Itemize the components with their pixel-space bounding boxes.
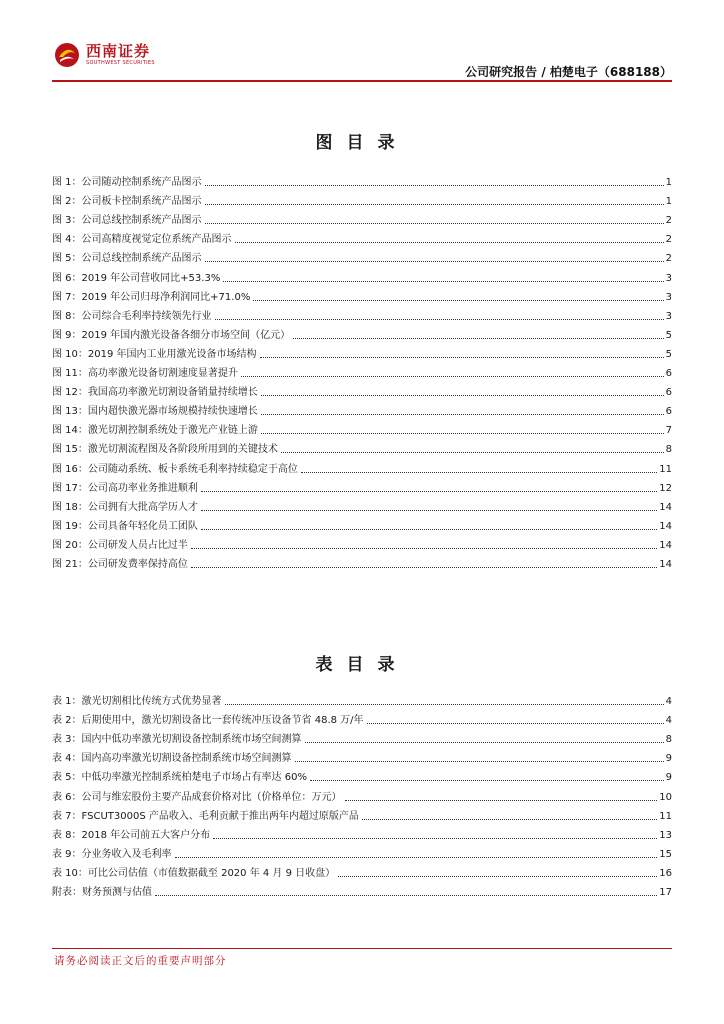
figure-toc-entry[interactable]: [52, 380, 672, 399]
table-toc-entry[interactable]: [52, 746, 672, 765]
dot-leader: [215, 319, 664, 320]
dot-leader: [310, 780, 664, 781]
toc-entry-label[interactable]: 图 21：公司研发费率保持高位: [52, 558, 188, 570]
figure-toc-entry[interactable]: [52, 399, 672, 418]
table-toc-entry[interactable]: [52, 689, 672, 708]
toc-entry-page[interactable]: 8: [665, 444, 672, 456]
dot-leader: [345, 800, 658, 801]
figure-toc-entry[interactable]: [52, 227, 672, 246]
toc-entry-page[interactable]: 7: [665, 425, 672, 437]
figure-toc-entry[interactable]: [52, 304, 672, 323]
figures-heading: 图目录: [315, 133, 409, 153]
toc-entry-label[interactable]: 图 8：公司综合毛利率持续领先行业: [52, 310, 212, 322]
toc-entry-page[interactable]: 13: [659, 829, 672, 841]
toc-entry-label[interactable]: 表 2：后期使用中，激光切割设备比一套传统冲压设备节省 48.8 万/年: [52, 715, 364, 727]
toc-entry-label[interactable]: 图 1：公司随动控制系统产品图示: [52, 177, 202, 189]
toc-entry-label[interactable]: 表 9：分业务收入及毛利率: [52, 848, 172, 860]
toc-entry-page[interactable]: 15: [659, 848, 672, 860]
table-toc-entry[interactable]: [52, 727, 672, 746]
toc-entry-label[interactable]: 表 5：中低功率激光控制系统柏楚电子市场占有率达 60%: [52, 772, 307, 784]
tables-list: [52, 689, 672, 899]
figure-toc-entry[interactable]: [52, 456, 672, 475]
logo-cn: 西南证券: [86, 42, 151, 60]
dot-leader: [225, 704, 664, 705]
dot-leader: [281, 452, 664, 453]
dot-leader: [205, 261, 664, 262]
toc-entry-page[interactable]: 9: [665, 772, 672, 784]
toc-entry-page[interactable]: 17: [659, 887, 672, 899]
toc-entry-label[interactable]: 图 20：公司研发人员占比过半: [52, 539, 188, 551]
toc-entry-label[interactable]: 表 8：2018 年公司前五大客户分布: [52, 829, 211, 841]
figure-toc-entry[interactable]: [52, 285, 672, 304]
toc-entry-page[interactable]: 1: [665, 196, 672, 208]
figure-toc-entry[interactable]: [52, 495, 672, 514]
toc-entry-label[interactable]: 图 19：公司具备年轻化员工团队: [52, 520, 198, 532]
toc-entry-page[interactable]: 14: [659, 558, 672, 570]
figure-toc-entry[interactable]: [52, 514, 672, 533]
dot-leader: [213, 838, 657, 839]
dot-leader: [253, 300, 663, 301]
toc-entry-label[interactable]: 表 1：激光切割相比传统方式优势显著: [52, 696, 222, 708]
dot-leader: [201, 491, 657, 492]
dot-leader: [155, 895, 657, 896]
dot-leader: [260, 357, 664, 358]
toc-entry-label[interactable]: 表 10：可比公司估值（市值数据截至 2020 年 4 月 9 日收盘）: [52, 867, 336, 879]
figure-toc-entry[interactable]: [52, 361, 672, 380]
table-toc-entry[interactable]: [52, 880, 672, 899]
toc-entry-page[interactable]: 12: [659, 482, 672, 494]
toc-entry-label[interactable]: 表 6：公司与维宏股份主要产品成套价格对比（价格单位：万元）: [52, 791, 342, 803]
toc-entry-page[interactable]: 5: [665, 329, 672, 341]
toc-entry-label[interactable]: 图 5：公司总线控制系统产品图示: [52, 253, 202, 265]
toc-entry-page[interactable]: 2: [665, 234, 672, 246]
toc-entry-label[interactable]: 图 7：2019 年公司归母净利润同比+71.0%: [52, 291, 251, 303]
toc-entry-page[interactable]: 3: [665, 291, 672, 303]
figure-toc-entry[interactable]: [52, 189, 672, 208]
dot-leader: [223, 281, 663, 282]
figure-toc-entry[interactable]: [52, 246, 672, 265]
toc-entry-label[interactable]: 图 10：2019 年国内工业用激光设备市场结构: [52, 348, 257, 360]
dot-leader: [191, 548, 657, 549]
toc-entry-page[interactable]: 3: [665, 272, 672, 284]
toc-entry-label[interactable]: 图 11：高功率激光设备切割速度显著提升: [52, 368, 238, 380]
toc-entry-page[interactable]: 4: [665, 715, 672, 727]
dot-leader: [261, 395, 664, 396]
toc-entry-label[interactable]: 图 9：2019 年国内激光设备各细分市场空间（亿元）: [52, 329, 291, 341]
figure-toc-entry[interactable]: [52, 533, 672, 552]
toc-entry-page[interactable]: 4: [665, 696, 672, 708]
footer-divider: [52, 948, 672, 949]
toc-entry-page[interactable]: 1: [665, 177, 672, 189]
page-header: [0, 0, 724, 80]
figure-toc-entry[interactable]: [52, 342, 672, 361]
logo-mark-icon: [54, 42, 80, 68]
toc-entry-label[interactable]: 图 17：公司高功率业务推进顺利: [52, 482, 198, 494]
figures-list: [52, 170, 672, 571]
table-toc-entry[interactable]: [52, 842, 672, 861]
toc-entry-page[interactable]: 14: [659, 539, 672, 551]
toc-entry-label[interactable]: 表 3：国内中低功率激光切割设备控制系统市场空间测算: [52, 734, 302, 746]
toc-entry-page[interactable]: 10: [659, 791, 672, 803]
toc-entry-page[interactable]: 8: [665, 734, 672, 746]
toc-entry-page[interactable]: 11: [659, 463, 672, 475]
figure-toc-entry[interactable]: [52, 323, 672, 342]
toc-entry-page[interactable]: 2: [665, 253, 672, 265]
toc-entry-label[interactable]: 图 13：国内超快激光器市场规模持续快速增长: [52, 406, 258, 418]
header-divider: [52, 80, 672, 82]
tables-heading: 表目录: [315, 655, 409, 675]
company-logo: [54, 42, 155, 68]
toc-entry-label[interactable]: 图 15：激光切割流程图及各阶段所用到的关键技术: [52, 444, 278, 456]
toc-entry-page[interactable]: 6: [665, 368, 672, 380]
toc-entry-label[interactable]: 图 4：公司高精度视觉定位系统产品图示: [52, 234, 232, 246]
table-toc-entry[interactable]: [52, 804, 672, 823]
dot-leader: [191, 567, 657, 568]
dot-leader: [338, 876, 657, 877]
table-toc-entry[interactable]: [52, 823, 672, 842]
dot-leader: [205, 223, 664, 224]
dot-leader: [201, 510, 657, 511]
dot-leader: [241, 376, 664, 377]
logo-en: SOUTHWEST SECURITIES: [86, 60, 155, 66]
toc-entry-label[interactable]: 图 18：公司拥有大批高学历人才: [52, 501, 198, 513]
dot-leader: [201, 529, 657, 530]
toc-entry-label[interactable]: 图 6：2019 年公司营收同比+53.3%: [52, 272, 221, 284]
dot-leader: [175, 857, 658, 858]
dot-leader: [295, 761, 664, 762]
toc-entry-page[interactable]: 11: [659, 810, 672, 822]
footer-disclaimer: 请务必阅读正文后的重要声明部分: [54, 955, 227, 967]
toc-entry-page[interactable]: 14: [659, 501, 672, 513]
toc-entry-page[interactable]: 16: [659, 867, 672, 879]
table-toc-entry[interactable]: [52, 861, 672, 880]
dot-leader: [305, 742, 664, 743]
figure-toc-entry[interactable]: [52, 208, 672, 227]
toc-entry-page[interactable]: 6: [665, 387, 672, 399]
dot-leader: [205, 185, 664, 186]
table-toc-entry[interactable]: [52, 765, 672, 784]
report-title: 公司研究报告 / 柏楚电子（688188）: [465, 65, 672, 79]
dot-leader: [205, 204, 664, 205]
logo-text: [86, 43, 155, 67]
toc-entry-label[interactable]: 图 16：公司随动系统、板卡系统毛利率持续稳定于高位: [52, 463, 298, 475]
toc-entry-page[interactable]: 3: [665, 310, 672, 322]
dot-leader: [293, 338, 663, 339]
toc-entry-page[interactable]: 9: [665, 753, 672, 765]
toc-entry-label[interactable]: 表 4：国内高功率激光切割设备控制系统市场空间测算: [52, 753, 292, 765]
dot-leader: [261, 433, 664, 434]
figure-toc-entry[interactable]: [52, 418, 672, 437]
toc-entry-label[interactable]: 附表：财务预测与估值: [52, 887, 152, 899]
figure-toc-entry[interactable]: [52, 437, 672, 456]
table-toc-entry[interactable]: [52, 708, 672, 727]
dot-leader: [261, 414, 664, 415]
toc-entry-label[interactable]: 图 12：我国高功率激光切割设备销量持续增长: [52, 387, 258, 399]
toc-entry-page[interactable]: 5: [665, 348, 672, 360]
dot-leader: [235, 242, 664, 243]
toc-entry-label[interactable]: 表 7：FSCUT3000S 产品收入、毛利贡献于推出两年内超过原版产品: [52, 810, 359, 822]
toc-entry-label[interactable]: 图 3：公司总线控制系统产品图示: [52, 215, 202, 227]
toc-entry-page[interactable]: 6: [665, 406, 672, 418]
figure-toc-entry[interactable]: [52, 552, 672, 571]
table-toc-entry[interactable]: [52, 784, 672, 803]
toc-entry-page[interactable]: 2: [665, 215, 672, 227]
dot-leader: [362, 819, 657, 820]
toc-entry-label[interactable]: 图 14：激光切割控制系统处于激光产业链上游: [52, 425, 258, 437]
figure-toc-entry[interactable]: [52, 170, 672, 189]
figure-toc-entry[interactable]: [52, 476, 672, 495]
toc-entry-page[interactable]: 14: [659, 520, 672, 532]
toc-entry-label[interactable]: 图 2：公司板卡控制系统产品图示: [52, 196, 202, 208]
dot-leader: [367, 723, 664, 724]
figure-toc-entry[interactable]: [52, 265, 672, 284]
dot-leader: [301, 472, 657, 473]
